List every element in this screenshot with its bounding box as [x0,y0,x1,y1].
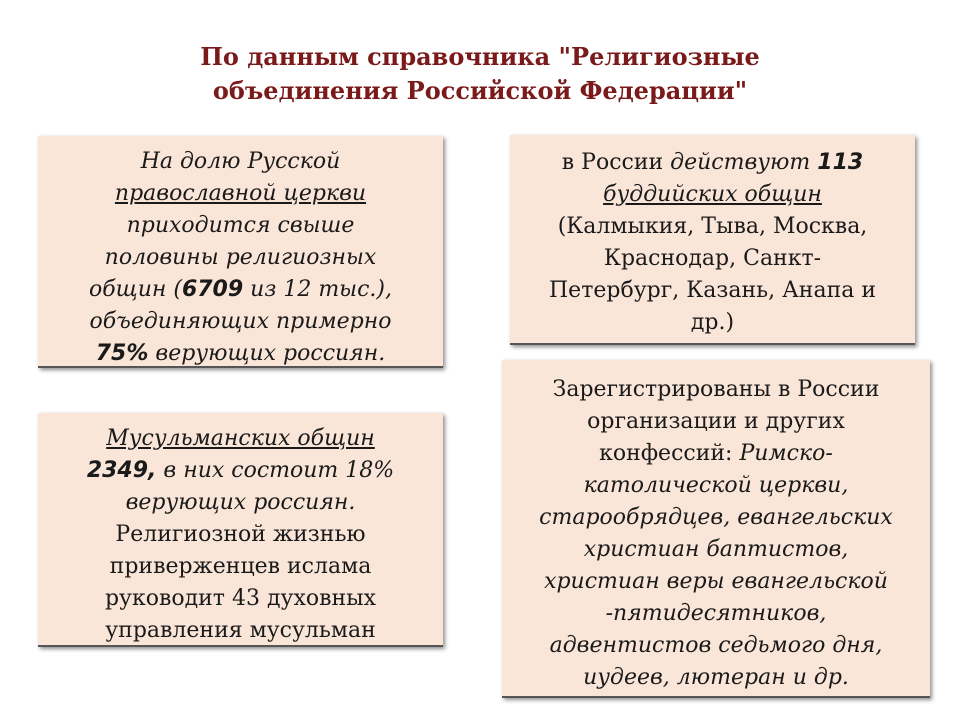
card4-line: адвентистов седьмого дня, [549,633,883,658]
card3-line: (Калмыкия, Тыва, Москва, [557,214,868,239]
card1-line-underlined: православной церкви [114,181,367,206]
card2-line: Религиозной жизнью [115,522,366,547]
card1-text: из 12 тыс.), [243,277,392,302]
card3-line: Петербург, Казань, Анапа и [548,278,877,303]
card3-line: др.) [690,310,735,335]
orthodox-percent: 75% [95,341,149,366]
muslim-count: 2349, [86,458,157,483]
card2-line: приверженцев ислама [109,554,372,579]
card4-line: иудеев, лютеран и др. [583,665,849,690]
orthodox-count: 6709 [181,277,244,302]
card1-text: верующих россиян. [148,341,386,366]
buddhist-communities-card [510,135,915,345]
card2-line [38,455,443,487]
card4-text: конфессий: [599,441,740,466]
card1-line [38,338,443,370]
card3-text: в России [561,150,671,175]
card2-text: в них состоит 18% [156,458,395,483]
card4-line: организации и других [587,409,845,434]
card1-line [38,274,443,306]
card4-line: христиан баптистов, [583,537,849,562]
page-title [100,40,860,108]
title-line-1: По данным справочника "Религиозные [200,42,760,71]
muslim-communities-card [38,413,443,647]
card4-line: христиан веры евангельской [544,569,888,594]
card2-line-underlined: Мусульманских общин [106,426,375,451]
title-line-2: объединения Российской Федерации" [212,76,748,105]
card2-line: верующих россиян. [125,490,356,515]
card1-line: половины религиозных [104,245,377,270]
card3-line-underlined: буддийских общин [603,182,822,207]
card1-line: приходится свыше [126,213,355,238]
card4-line: Зарегистрированы в России [552,377,880,402]
card2-line: руководит 43 духовных [104,586,377,611]
card4-line [502,438,930,470]
card3-text-italic: действуют [670,150,818,175]
card3-line [510,147,915,179]
card2-line: управления мусульман [105,618,376,643]
card1-line: объединяющих примерно [89,309,392,334]
card3-line: Краснодар, Санкт- [603,246,822,271]
card4-line: католической церкви, [583,473,849,498]
card4-line: -пятидесятников, [605,601,827,626]
card1-text: общин ( [89,277,182,302]
card4-text-italic: Римско- [739,441,833,466]
buddhist-count: 113 [817,150,864,175]
card4-line: старообрядцев, евангельских [539,505,893,530]
card1-line: На долю Русской [140,149,341,174]
other-confessions-card [502,360,930,698]
orthodox-church-card [38,136,443,368]
